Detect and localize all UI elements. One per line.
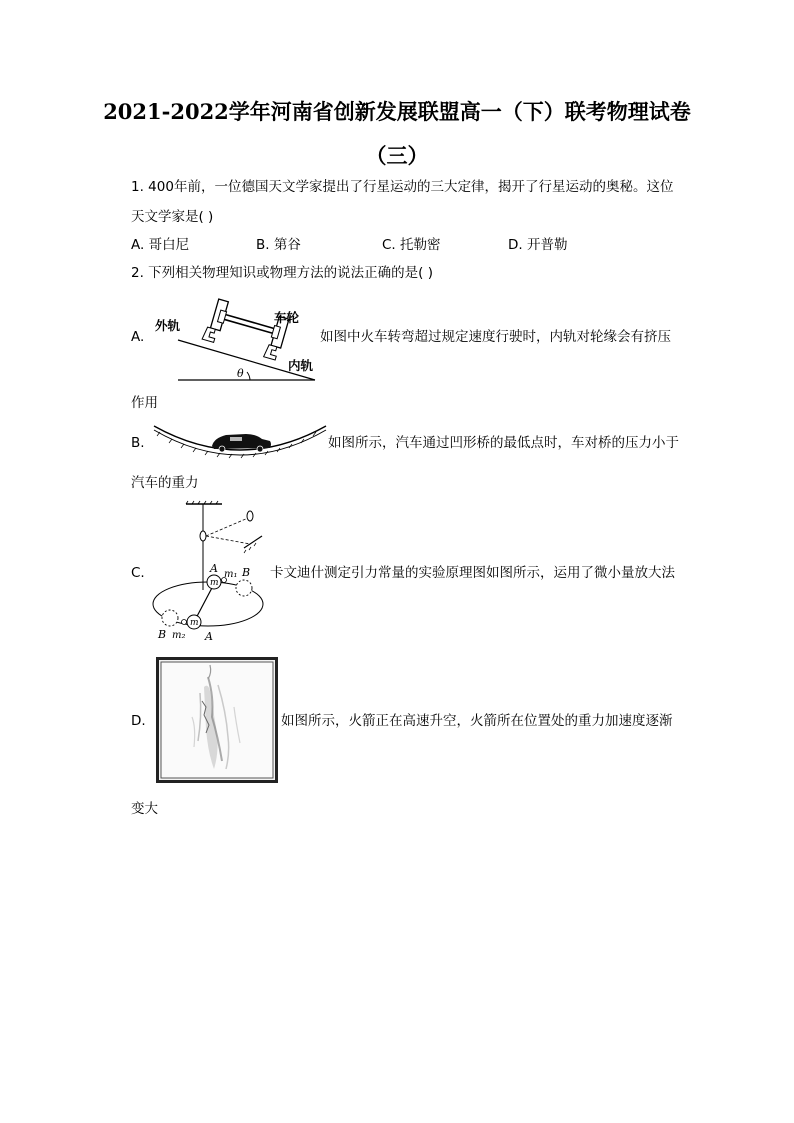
q2-b-label: B.	[131, 435, 145, 451]
q2-c-label: C.	[131, 565, 145, 581]
cavendish-torsion-balance-figure	[150, 500, 270, 642]
label-b-left: B	[158, 628, 167, 641]
label-a-top: A	[210, 562, 218, 575]
q2-a-cont: 作用	[131, 395, 158, 411]
label-b-right: B	[242, 566, 251, 579]
concave-bridge-figure	[150, 422, 330, 462]
q2-d-label: D.	[131, 713, 146, 729]
q1-stem-line2: 天文学家是( )	[131, 209, 214, 225]
q2-b-cont: 汽车的重力	[131, 475, 199, 491]
title-line-2: （三）	[365, 143, 429, 168]
q2-stem: 2. 下列相关物理知识或物理方法的说法正确的是( )	[131, 265, 433, 281]
q2-a-label: A.	[131, 329, 145, 345]
label-outer-rail: 外轨	[155, 318, 181, 333]
label-theta: θ	[237, 367, 244, 380]
q1-option-c: C. 托勒密	[382, 237, 441, 253]
q2-d-text: 如图所示，火箭正在高速升空，火箭所在位置处的重力加速度逐渐	[281, 713, 673, 729]
q2-b-text: 如图所示，汽车通过凹形桥的最低点时，车对桥的压力小于	[328, 435, 679, 451]
label-wheel: 车轮	[274, 310, 300, 325]
q2-c-text: 卡文迪什测定引力常量的实验原理图如图所示，运用了微小量放大法	[270, 565, 675, 581]
q2-d-cont: 变大	[131, 801, 158, 817]
label-a-bottom: A	[205, 630, 213, 642]
train-curve-figure	[150, 292, 320, 384]
q2-a-text: 如图中火车转弯超过规定速度行驶时，内轨对轮缘会有挤压	[320, 329, 671, 345]
q1-option-a: A. 哥白尼	[131, 237, 190, 253]
q1-stem-line1: 1. 400年前，一位德国天文学家提出了行星运动的三大定律，揭开了行星运动的奥秘。这位	[131, 179, 674, 195]
rocket-launch-photo	[156, 657, 278, 783]
label-m-bottom-ball: m	[190, 618, 199, 628]
label-inner-rail: 内轨	[288, 358, 314, 373]
q1-option-b: B. 第谷	[256, 237, 301, 253]
label-m2: m₂	[172, 630, 186, 641]
label-m1: m₁	[224, 569, 238, 580]
title-line-1: 2021-2022学年河南省创新发展联盟高一（下）联考物理试卷	[103, 99, 691, 124]
label-m-top-ball: m	[210, 578, 219, 588]
q1-option-d: D. 开普勒	[508, 237, 568, 253]
